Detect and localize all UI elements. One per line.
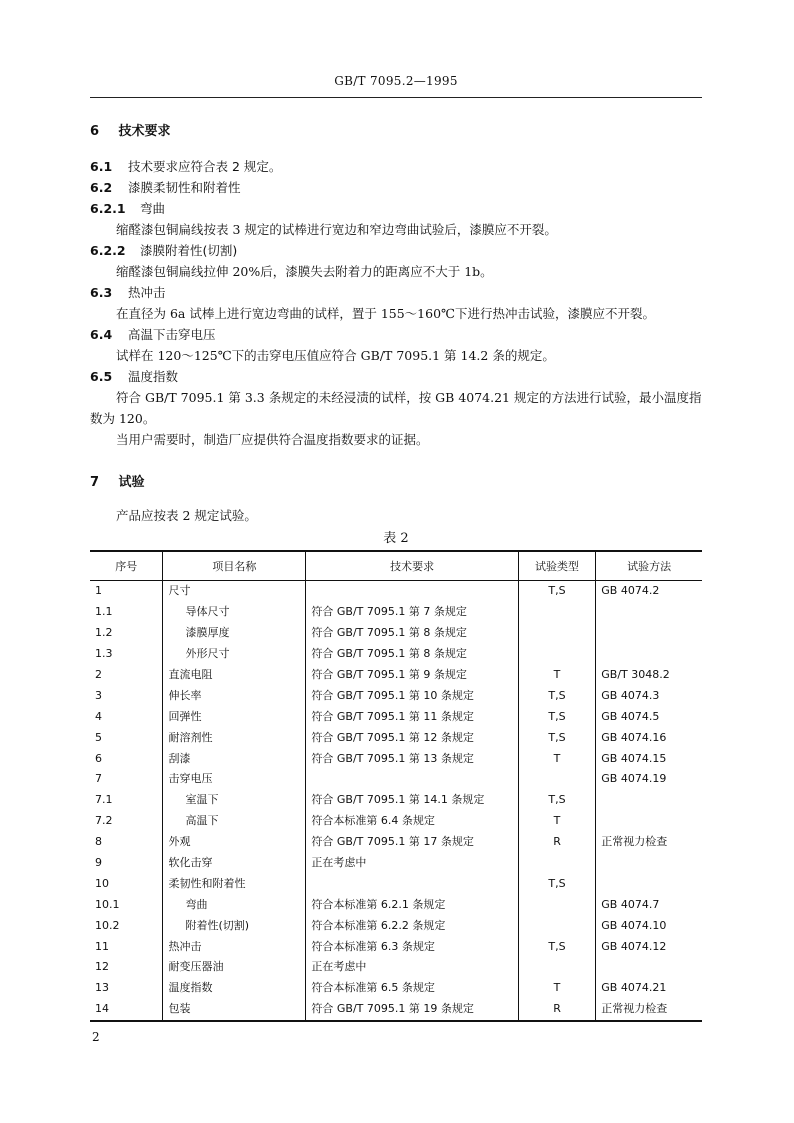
section-6-5-text: 符合 GB/T 7095.1 第 3.3 条规定的未经浸渍的试样，按 GB 4074.21 规定的方法进行试验，最小温度指数为 120。 <box>90 390 702 426</box>
table-row <box>90 581 702 602</box>
page-number: 2 <box>92 1030 100 1044</box>
cell-item-name: 外观 <box>163 832 306 853</box>
cell-seq: 7 <box>95 772 102 786</box>
cell-test-method <box>596 873 702 894</box>
cell-item-name: 包装 <box>163 999 306 1021</box>
cell-test-method: GB/T 3048.2 <box>596 665 702 686</box>
cell-test-method <box>596 811 702 832</box>
cell-item-name: 导体尺寸 <box>163 602 306 623</box>
section-title: 温度指数 <box>127 369 178 384</box>
cell-test-method <box>596 957 702 978</box>
section-6-1 <box>90 156 702 177</box>
section-6-5-text-2: 当用户需要时，制造厂应提供符合温度指数要求的证据。 <box>116 432 429 447</box>
cell-item-name: 击穿电压 <box>163 769 306 790</box>
cell-requirement: 符合 GB/T 7095.1 第 13 条规定 <box>306 748 518 769</box>
cell-requirement: 符合本标准第 6.3 条规定 <box>306 936 518 957</box>
cell-seq: 7.1 <box>95 793 113 807</box>
table-row <box>90 936 702 957</box>
cell-test-type: T,S <box>518 790 596 811</box>
cell-test-type <box>518 894 596 915</box>
cell-item-name: 漆膜厚度 <box>163 623 306 644</box>
cell-requirement: 符合 GB/T 7095.1 第 9 条规定 <box>306 665 518 686</box>
document-body <box>90 120 702 1022</box>
section-number: 6.3 <box>90 285 113 300</box>
cell-test-method: GB 4074.12 <box>596 936 702 957</box>
cell-item-name: 耐变压器油 <box>163 957 306 978</box>
cell-seq: 7.2 <box>95 814 113 828</box>
section-title: 漆膜附着性(切割) <box>139 243 238 258</box>
cell-requirement <box>306 581 518 602</box>
cell-seq: 8 <box>95 835 102 849</box>
cell-test-type: T <box>518 665 596 686</box>
cell-test-method <box>596 623 702 644</box>
table-row <box>90 727 702 748</box>
table-row <box>90 957 702 978</box>
cell-seq: 3 <box>95 688 102 702</box>
cell-item-name: 室温下 <box>163 790 306 811</box>
cell-requirement: 符合 GB/T 7095.1 第 14.1 条规定 <box>306 790 518 811</box>
header-seq: 序号 <box>90 551 163 581</box>
section-6-2-1-heading <box>90 198 702 219</box>
cell-test-type: T <box>518 978 596 999</box>
table-row <box>90 602 702 623</box>
section-text: 技术要求应符合表 2 规定。 <box>127 159 282 174</box>
cell-test-type: T,S <box>518 706 596 727</box>
cell-requirement: 正在考虑中 <box>306 957 518 978</box>
cell-seq: 10 <box>95 876 109 890</box>
cell-requirement: 符合本标准第 6.2.1 条规定 <box>306 894 518 915</box>
cell-seq: 6 <box>95 751 102 765</box>
section-number: 6 <box>90 124 100 139</box>
cell-test-type <box>518 915 596 936</box>
table-row <box>90 748 702 769</box>
cell-requirement: 符合 GB/T 7095.1 第 12 条规定 <box>306 727 518 748</box>
table-row <box>90 873 702 894</box>
section-6-4-text: 试样在 120～125℃下的击穿电压值应符合 GB/T 7095.1 第 14.2 条的规定。 <box>116 348 555 363</box>
section-6-4-heading <box>90 324 702 345</box>
section-number: 6.1 <box>90 159 113 174</box>
cell-test-method: 正常视力检查 <box>596 999 702 1021</box>
cell-test-type <box>518 853 596 874</box>
cell-test-type: R <box>518 832 596 853</box>
cell-test-method <box>596 644 702 665</box>
section-title: 高温下击穿电压 <box>127 327 216 342</box>
header-requirement: 技术要求 <box>306 551 518 581</box>
cell-test-type <box>518 602 596 623</box>
cell-item-name: 耐溶剂性 <box>163 727 306 748</box>
header-divider <box>90 97 702 98</box>
cell-seq: 1 <box>95 584 102 598</box>
cell-test-type: T,S <box>518 581 596 602</box>
cell-test-method: GB 4074.2 <box>596 581 702 602</box>
section-title: 弯曲 <box>139 201 165 216</box>
cell-requirement: 符合本标准第 6.5 条规定 <box>306 978 518 999</box>
cell-test-type: T <box>518 811 596 832</box>
section-number: 6.5 <box>90 369 113 384</box>
cell-item-name: 高温下 <box>163 811 306 832</box>
section-number: 6.4 <box>90 327 113 342</box>
cell-test-method: GB 4074.10 <box>596 915 702 936</box>
section-title: 试验 <box>118 475 145 490</box>
section-number: 6.2.2 <box>90 243 126 258</box>
cell-requirement: 符合 GB/T 7095.1 第 19 条规定 <box>306 999 518 1021</box>
section-number: 6.2 <box>90 180 113 195</box>
section-6-3-heading <box>90 282 702 303</box>
section-7-text: 产品应按表 2 规定试验。 <box>116 508 257 523</box>
section-title: 漆膜柔韧性和附着性 <box>127 180 241 195</box>
cell-seq: 1.3 <box>95 647 113 661</box>
table-row <box>90 685 702 706</box>
section-title: 热冲击 <box>127 285 166 300</box>
cell-requirement: 符合 GB/T 7095.1 第 11 条规定 <box>306 706 518 727</box>
cell-seq: 13 <box>95 981 109 995</box>
table-row <box>90 769 702 790</box>
cell-seq: 10.2 <box>95 918 120 932</box>
cell-test-method <box>596 790 702 811</box>
cell-test-method: GB 4074.15 <box>596 748 702 769</box>
cell-item-name: 附着性(切割) <box>163 915 306 936</box>
cell-test-method: GB 4074.16 <box>596 727 702 748</box>
table-row <box>90 894 702 915</box>
cell-test-method: GB 4074.7 <box>596 894 702 915</box>
cell-requirement: 符合 GB/T 7095.1 第 8 条规定 <box>306 644 518 665</box>
cell-test-type <box>518 644 596 665</box>
table-row <box>90 790 702 811</box>
cell-seq: 12 <box>95 960 109 974</box>
table-body <box>90 581 702 1021</box>
cell-seq: 1.2 <box>95 626 113 640</box>
section-6-2-2-text: 缩醛漆包铜扁线拉伸 20%后，漆膜失去附着力的距离应不大于 1b。 <box>116 264 493 279</box>
cell-item-name: 伸长率 <box>163 685 306 706</box>
cell-item-name: 刮漆 <box>163 748 306 769</box>
cell-item-name: 温度指数 <box>163 978 306 999</box>
table-row <box>90 853 702 874</box>
cell-item-name: 热冲击 <box>163 936 306 957</box>
cell-item-name: 弯曲 <box>163 894 306 915</box>
section-6-heading <box>90 120 702 144</box>
cell-test-method: GB 4074.21 <box>596 978 702 999</box>
cell-test-method: 正常视力检查 <box>596 832 702 853</box>
cell-requirement: 正在考虑中 <box>306 853 518 874</box>
table-row <box>90 644 702 665</box>
section-6-2-2-heading <box>90 240 702 261</box>
cell-test-type: T <box>518 748 596 769</box>
section-number: 7 <box>90 475 100 490</box>
cell-seq: 11 <box>95 939 109 953</box>
table-row <box>90 978 702 999</box>
cell-seq: 5 <box>95 730 102 744</box>
cell-requirement: 符合 GB/T 7095.1 第 8 条规定 <box>306 623 518 644</box>
cell-requirement: 符合 GB/T 7095.1 第 10 条规定 <box>306 685 518 706</box>
cell-requirement: 符合本标准第 6.2.2 条规定 <box>306 915 518 936</box>
cell-test-type <box>518 623 596 644</box>
table-caption: 表 2 <box>383 531 409 546</box>
cell-test-method: GB 4074.19 <box>596 769 702 790</box>
table-row <box>90 665 702 686</box>
header-test-type: 试验类型 <box>518 551 596 581</box>
cell-requirement: 符合 GB/T 7095.1 第 17 条规定 <box>306 832 518 853</box>
cell-seq: 2 <box>95 668 102 681</box>
cell-seq: 4 <box>95 709 102 723</box>
cell-seq: 14 <box>90 999 163 1021</box>
section-6-2-heading <box>90 177 702 198</box>
cell-seq: 9 <box>95 856 102 870</box>
section-6-3-text: 在直径为 6a 试棒上进行宽边弯曲的试样，置于 155～160℃下进行热冲击试验，漆膜应不开裂。 <box>116 306 656 321</box>
cell-test-type <box>518 769 596 790</box>
cell-test-method <box>596 853 702 874</box>
section-6-2-1-text: 缩醛漆包铜扁线按表 3 规定的试棒进行宽边和窄边弯曲试验后，漆膜应不开裂。 <box>116 222 557 237</box>
table-row <box>90 999 702 1021</box>
cell-test-type: T,S <box>518 936 596 957</box>
cell-seq: 1.1 <box>95 605 113 619</box>
cell-item-name: 尺寸 <box>163 581 306 602</box>
header-item-name: 项目名称 <box>163 551 306 581</box>
cell-test-type: T,S <box>518 685 596 706</box>
cell-item-name: 回弹性 <box>163 706 306 727</box>
cell-test-method: GB 4074.3 <box>596 685 702 706</box>
section-number: 6.2.1 <box>90 201 126 216</box>
cell-item-name: 软化击穿 <box>163 853 306 874</box>
page-header: GB/T 7095.2—1995 <box>334 74 458 88</box>
table-row <box>90 811 702 832</box>
cell-item-name: 柔韧性和附着性 <box>163 873 306 894</box>
cell-test-method <box>596 602 702 623</box>
cell-test-type <box>518 957 596 978</box>
cell-test-type: R <box>518 999 596 1021</box>
section-title: 技术要求 <box>118 124 171 139</box>
cell-item-name: 外形尺寸 <box>163 644 306 665</box>
header-test-method: 试验方法 <box>596 551 702 581</box>
cell-item-name: 直流电阻 <box>163 665 306 686</box>
section-7-heading <box>90 472 702 493</box>
cell-requirement: 符合本标准第 6.4 条规定 <box>306 811 518 832</box>
cell-requirement: 符合 GB/T 7095.1 第 7 条规定 <box>306 602 518 623</box>
table-row <box>90 832 702 853</box>
cell-seq: 10.1 <box>95 897 120 911</box>
cell-test-type: T,S <box>518 727 596 748</box>
table-row <box>90 706 702 727</box>
cell-requirement <box>306 873 518 894</box>
table-row <box>90 623 702 644</box>
test-requirements-table <box>90 550 702 1022</box>
cell-test-type: T,S <box>518 873 596 894</box>
cell-test-method: GB 4074.5 <box>596 706 702 727</box>
section-6-5-heading <box>90 366 702 387</box>
table-header-row <box>90 551 702 581</box>
table-row <box>90 915 702 936</box>
cell-requirement <box>306 769 518 790</box>
